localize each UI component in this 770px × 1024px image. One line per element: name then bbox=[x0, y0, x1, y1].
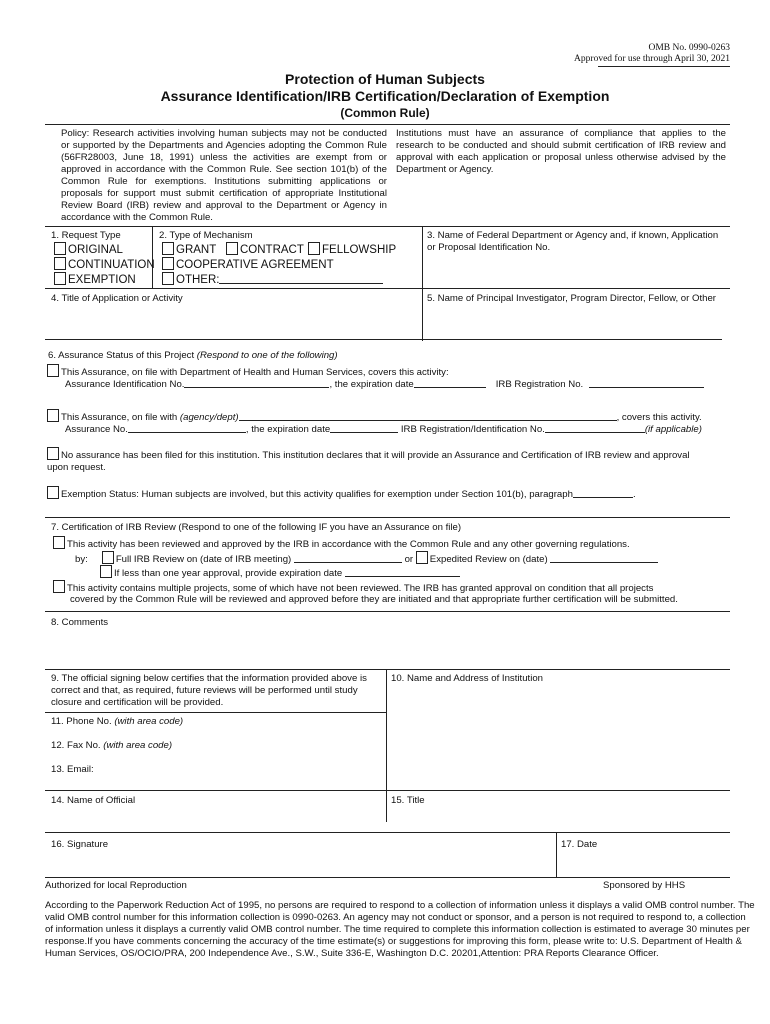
exemption-checkbox[interactable] bbox=[54, 272, 66, 285]
divider bbox=[45, 517, 730, 518]
omb-approval: Approved for use through April 30, 2021 bbox=[574, 54, 730, 64]
policy-right: Institutions must have an assurance of compliance that applies to the research to be conducted and should submit certification of IRB review and approval with each application or proposal unless otherwise advised by the Department or Agency. bbox=[396, 128, 726, 175]
omb-block bbox=[574, 43, 730, 65]
grant-checkbox[interactable] bbox=[162, 242, 174, 255]
assurance-no-input[interactable] bbox=[128, 422, 246, 433]
policy-left: Policy: Research activities involving human subjects may not be conducted or supported by the Departments and Agencies adopting the Common Rule (56FR28003, June 18, 1991) unless the activities are exempt from or approved in accordance with the Common Rule. See section 101(b) of the Common Rule for exemptions. Institutions submitting applications or proposals for support must submit certification of appropriate Institutional Review Board (IRB) review and approval to the Department or Agency in accordance with the Common Rule. bbox=[61, 128, 387, 223]
request-type-continuation[interactable]: CONTINUATION bbox=[54, 257, 155, 272]
form-subtitle: Assurance Identification/IRB Certification/Declaration of Exemption bbox=[160, 88, 610, 104]
form-title: Protection of Human Subjects bbox=[285, 71, 485, 87]
sponsored-note: Sponsored by HHS bbox=[603, 880, 686, 891]
mechanism-fellowship[interactable]: FELLOWSHIP bbox=[308, 242, 396, 257]
irb-approved-option[interactable]: This activity has been reviewed and approved by the IRB in accordance with the Common Rule and any other governing regulations. bbox=[53, 536, 630, 551]
field-3-label: 3. Name of Federal Department or Agency and, if known, Application or Proposal Identification No. bbox=[427, 230, 719, 253]
expedited-date-input[interactable] bbox=[550, 552, 658, 563]
mechanism-grant[interactable]: GRANT bbox=[162, 242, 216, 257]
divider bbox=[45, 124, 730, 125]
field-8-label: 8. Comments bbox=[51, 617, 109, 628]
assurance-id-input[interactable] bbox=[184, 377, 329, 388]
review-type-row: by: Full IRB Review on (date of IRB meeting) or Expedited Review on (date) bbox=[75, 551, 658, 566]
expedited-checkbox[interactable] bbox=[416, 551, 428, 564]
form-common-rule: (Common Rule) bbox=[340, 106, 430, 120]
field-11-label: 11. Phone No. (with area code) bbox=[51, 716, 184, 727]
contract-checkbox[interactable] bbox=[226, 242, 238, 255]
irb-approved-checkbox[interactable] bbox=[53, 536, 65, 549]
irb-id-input[interactable] bbox=[545, 422, 645, 433]
divider bbox=[45, 712, 386, 713]
fellowship-checkbox[interactable] bbox=[308, 242, 320, 255]
omb-number: OMB No. 0990-0263 bbox=[648, 43, 730, 53]
request-type-exemption[interactable]: EXEMPTION bbox=[54, 272, 136, 287]
agency-dept-input[interactable] bbox=[239, 410, 617, 421]
pra-statement: According to the Paperwork Reduction Act of 1995, no persons are required to respond to a collection of information unless it displays a valid OMB control number. The valid OMB control number for this information collection is 0990-0263. An agency may not conduct or sponsor, and a person is not required to respond to, a collection of information unless it displays a currently valid OMB control number. The time required to complete this information collection is estimated to average 30 minutes per response.If you have comments concerning the accuracy of the time estimate(s) or suggestions for improving this form, please write to: U.S. Department of Health & Human Services, OS/OCIO/PRA, 200 Independence Ave., S.W., Suite 336-E, Washington D.C. 20201,Attention: PRA Reports Clearance Officer. bbox=[45, 900, 755, 959]
field-13-label: 13. Email: bbox=[51, 764, 94, 775]
field-14-label: 14. Name of Official bbox=[51, 795, 136, 806]
divider bbox=[386, 669, 387, 822]
assurance-other-details: Assurance No. , the expiration date IRB Registration/Identification No. (if applicable) bbox=[65, 424, 702, 435]
field-9-label: 9. The official signing below certifies that the information provided above is correct and that, as required, future reviews will be performed until study closure and certification will be provided. bbox=[51, 673, 367, 708]
other-checkbox[interactable] bbox=[162, 272, 174, 285]
multiple-projects-checkbox[interactable] bbox=[53, 580, 65, 593]
divider bbox=[45, 790, 730, 791]
no-assurance-checkbox[interactable] bbox=[47, 447, 59, 460]
divider bbox=[45, 669, 730, 670]
field-2-label: 2. Type of Mechanism bbox=[159, 230, 253, 241]
one-year-checkbox[interactable] bbox=[100, 565, 112, 578]
field-6-label: 6. Assurance Status of this Project (Respond to one of the following) bbox=[48, 350, 338, 361]
assurance-other-checkbox[interactable] bbox=[47, 409, 59, 422]
paragraph-input[interactable] bbox=[573, 487, 633, 498]
one-year-expiration-input[interactable] bbox=[345, 566, 460, 577]
no-assurance-option[interactable]: No assurance has been filed for this institution. This institution declares that it will provide an Assurance and Certification of IRB review and approval upon request. bbox=[47, 447, 692, 474]
multiple-projects-option[interactable]: This activity contains multiple projects, some of which have not been reviewed. The IRB has granted approval on condition that all projects bbox=[53, 580, 653, 595]
request-type-original[interactable]: ORIGINAL bbox=[54, 242, 123, 257]
field-16-label: 16. Signature bbox=[51, 839, 109, 850]
field-10-label: 10. Name and Address of Institution bbox=[391, 673, 543, 684]
mechanism-other[interactable]: OTHER: bbox=[162, 272, 383, 287]
one-year-row[interactable]: If less than one year approval, provide expiration date bbox=[100, 565, 460, 580]
expiration-date-2-input[interactable] bbox=[330, 422, 398, 433]
field-4-label: 4. Title of Application or Activity bbox=[51, 293, 183, 304]
irb-registration-input[interactable] bbox=[589, 377, 704, 388]
mechanism-contract[interactable]: CONTRACT bbox=[226, 242, 304, 257]
expiration-date-input[interactable] bbox=[414, 377, 486, 388]
divider bbox=[45, 877, 730, 878]
cooperative-checkbox[interactable] bbox=[162, 257, 174, 270]
field-12-label: 12. Fax No. (with area code) bbox=[51, 740, 173, 751]
field-17-label: 17. Date bbox=[561, 839, 598, 850]
divider bbox=[45, 339, 722, 340]
original-checkbox[interactable] bbox=[54, 242, 66, 255]
mechanism-cooperative[interactable]: COOPERATIVE AGREEMENT bbox=[162, 257, 334, 272]
full-review-checkbox[interactable] bbox=[102, 551, 114, 564]
field-15-label: 15. Title bbox=[391, 795, 425, 806]
authorized-note: Authorized for local Reproduction bbox=[45, 880, 187, 891]
divider bbox=[45, 288, 730, 289]
divider bbox=[45, 226, 730, 227]
multiple-projects-line2: covered by the Common Rule will be reviewed and approved before they are initiated and that appropriate further certification will be submitted. bbox=[70, 594, 678, 605]
assurance-hhs-details: Assurance Identification No. , the expiration date IRB Registration No. bbox=[65, 377, 704, 391]
field-7-label: 7. Certification of IRB Review (Respond to one of the following IF you have an Assurance on file) bbox=[51, 522, 462, 533]
continuation-checkbox[interactable] bbox=[54, 257, 66, 270]
assurance-hhs-option[interactable]: This Assurance, on file with Department of Health and Human Services, covers this activity: bbox=[47, 364, 449, 379]
divider bbox=[45, 832, 730, 833]
divider bbox=[556, 832, 557, 877]
field-5-label: 5. Name of Principal Investigator, Program Director, Fellow, or Other bbox=[427, 293, 716, 304]
irb-meeting-date-input[interactable] bbox=[294, 552, 402, 563]
field-1-label: 1. Request Type bbox=[51, 230, 121, 241]
divider bbox=[422, 226, 423, 341]
exemption-status-option[interactable]: Exemption Status: Human subjects are involved, but this activity qualifies for exemption under Section 101(b), paragraph . bbox=[47, 486, 636, 501]
assurance-hhs-checkbox[interactable] bbox=[47, 364, 59, 377]
divider bbox=[45, 611, 730, 612]
other-input[interactable] bbox=[219, 273, 383, 284]
exemption-status-checkbox[interactable] bbox=[47, 486, 59, 499]
assurance-other-option[interactable]: This Assurance, on file with (agency/dept) , covers this activity. bbox=[47, 409, 702, 424]
omb-rule bbox=[598, 66, 730, 67]
